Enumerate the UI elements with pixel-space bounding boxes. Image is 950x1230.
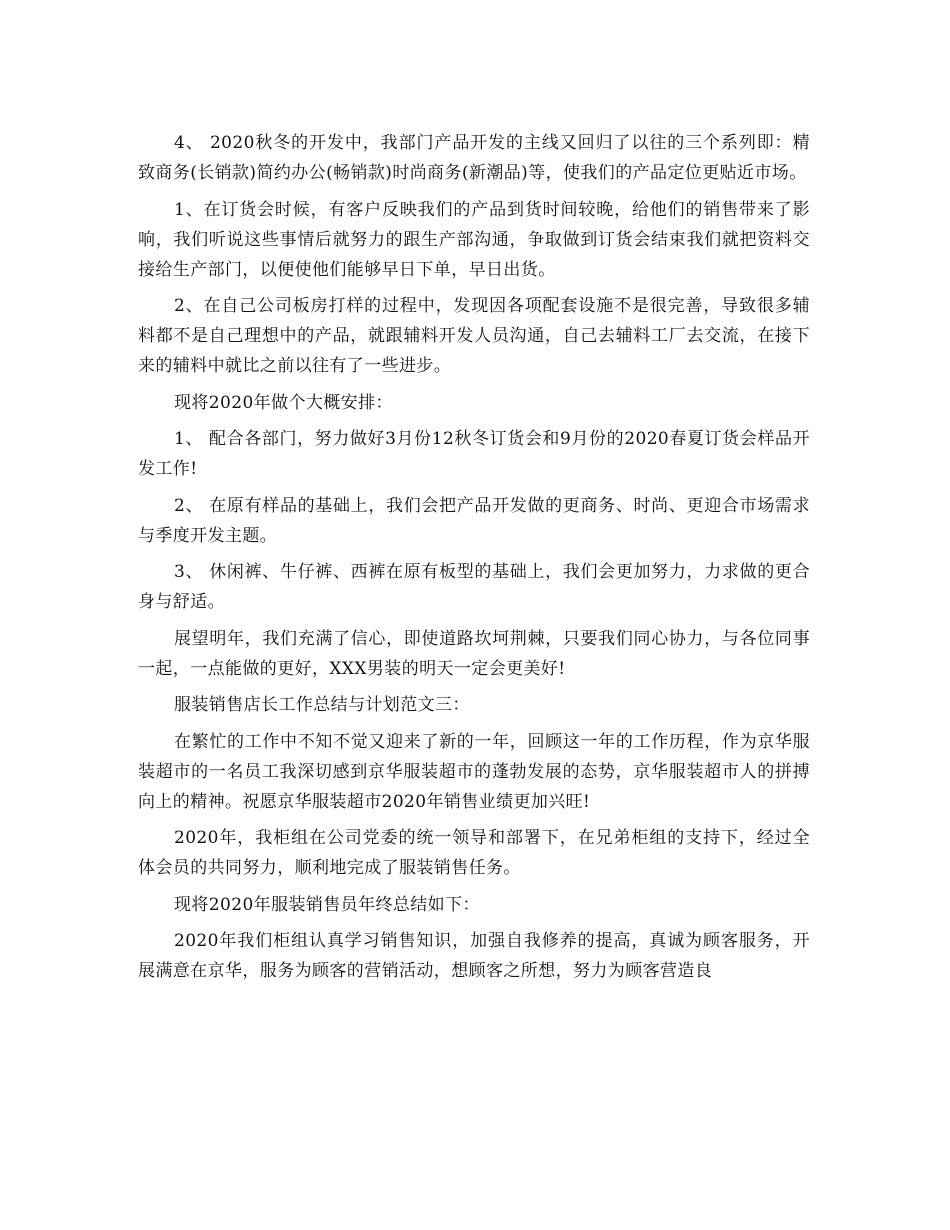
paragraph: 1、在订货会时候，有客户反映我们的产品到货时间较晚，给他们的销售带来了影响，我们听说这些事情后就努力的跟生产部沟通，争取做到订货会结束我们就把资料交接给生产部门，以便使他们能够早日下单，早日出货。 [138,199,810,280]
paragraph: 2、在自己公司板房打样的过程中，发现因各项配套设施不是很完善，导致很多辅料都不是自己理想中的产品，就跟辅料开发人员沟通，自己去辅料工厂去交流，在接下来的辅料中就比之前以往有了一些进步。 [138,296,810,376]
paragraph: 2、 在原有样品的基础上，我们会把产品开发做的更商务、时尚、更迎合市场需求与季度开发主题。 [138,495,810,546]
paragraph: 展望明年，我们充满了信心，即使道路坎坷荆棘，只要我们同心协力，与各位同事一起，一点能做的更好，XXX男装的明天一定会更美好! [138,628,810,679]
paragraph: 现将2020年服装销售员年终总结如下： [174,894,480,915]
paragraph: 3、 休闲裤、牛仔裤、西裤在原有板型的基础上，我们会更加努力，力求做的更合身与舒适。 [138,562,810,612]
paragraph: 2020年，我柜组在公司党委的统一领导和部署下，在兄弟柜组的支持下，经过全体会员的共同努力，顺利地完成了服装销售任务。 [138,828,810,878]
paragraph: 2020年我们柜组认真学习销售知识，加强自我修养的提高，真诚为顾客服务，开展满意在京华，服务为顾客的营销活动，想顾客之所想，努力为顾客营造良 [138,931,810,981]
paragraph: 1、 配合各部门，努力做好3月份12秋冬订货会和9月份的2020春夏订货会样品开发工作! [138,429,810,479]
document-body [138,128,810,993]
paragraph: 在繁忙的工作中不知不觉又迎来了新的一年，回顾这一年的工作历程，作为京华服装超市的一名员工我深切感到京华服装超市的蓬勃发展的态势，京华服装超市人的拼搏向上的精神。祝愿京华服装超市2020年销售业绩更加兴旺! [138,731,810,812]
paragraph: 4、 2020秋冬的开发中，我部门产品开发的主线又回归了以往的三个系列即：精致商务(长销款)简约办公(畅销款)时尚商务(新潮品)等，使我们的产品定位更贴近市场。 [138,133,810,183]
section-heading: 服装销售店长工作总结与计划范文三： [174,695,470,715]
paragraph: 现将2020年做个大概安排： [174,392,393,413]
